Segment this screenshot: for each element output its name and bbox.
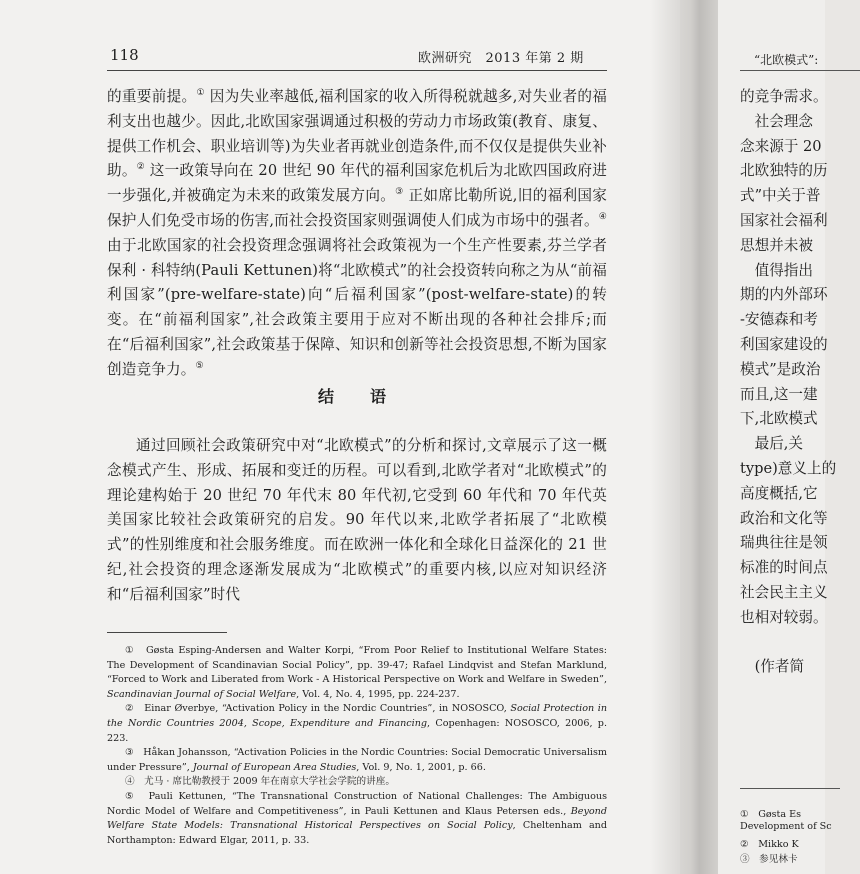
right-page-line: 的竞争需求。 bbox=[740, 88, 828, 105]
footnote-title: Social Protection in the Nordic Countries 2004, Scope, Expenditure and Financing bbox=[107, 703, 607, 729]
footnote-text: ② Einar Øverbye, “Activation Policy in the Nordic Countries”, in NOSOSCO, bbox=[125, 703, 511, 715]
right-page-line: 下,北欧模式 bbox=[740, 410, 818, 428]
right-page-line: 思想并未被 bbox=[740, 236, 813, 254]
footnote-text: , Vol. 9, No. 1, 2001, p. 66. bbox=[356, 761, 486, 773]
right-footnote-line: Development of Sc bbox=[740, 821, 832, 832]
footnote-title: Scandinavian Journal of Social Welfare bbox=[107, 688, 297, 700]
header-rule bbox=[107, 70, 607, 71]
paragraph-2: 通过回顾社会政策研究中对“北欧模式”的分析和探讨,文章展示了这一概念模式产生、形成、拓展和变迁的历程。可以看到,北欧学者对“北欧模式”的理论建构始于 20 世纪 70 年代末 80 年代初,它受到 60 年代和 70 年代英美国家比较社会政策研究的启发。90 年代以来,北欧学者拓展了“北欧模式”的性别维度和社会服务维度。而在欧洲一体化和全球化日益深化的 21 世纪,社会投资的理念逐渐发展成为“北欧模式”的重要内核,以应对知识经济和“后福利国家”时代 bbox=[107, 437, 607, 603]
right-page-line: 高度概括,它 bbox=[740, 484, 818, 502]
footnote-4 bbox=[107, 775, 607, 790]
paragraph-1 bbox=[107, 85, 607, 383]
right-page-line: -安德森和考 bbox=[740, 311, 818, 329]
footnote-title: Journal of European Area Studies bbox=[192, 761, 357, 773]
right-page-line: 模式”是政治 bbox=[740, 360, 821, 378]
footnote-marker: ② bbox=[136, 162, 145, 173]
right-header-rule bbox=[740, 70, 860, 71]
right-page bbox=[718, 0, 837, 874]
right-page-line: 最后,关 bbox=[740, 435, 804, 453]
right-footnote-line: ① Gøsta Es bbox=[740, 809, 802, 820]
right-page-line: 式”中关于普 bbox=[740, 187, 821, 205]
right-page-line: 值得指出 bbox=[740, 261, 813, 279]
right-page-line: 也相对较弱。 bbox=[740, 608, 828, 626]
running-header: 欧洲研究 2013 年第 2 期 bbox=[418, 51, 584, 66]
footnote-marker: ① bbox=[196, 88, 205, 99]
footnote-rule bbox=[107, 632, 227, 633]
text-run: 正如席比勒所说,旧的福利国家保护人们免受市场的伤害,而社会投资国家则强调使人们成为市场中的强者。 bbox=[107, 187, 608, 229]
right-page-line: 国家社会福利 bbox=[740, 212, 828, 229]
footnote-marker: ③ bbox=[395, 187, 404, 198]
footnote-3 bbox=[107, 746, 607, 775]
footnote-text: ④ 尤马 · 席比勒教授于 2009 年在南京大学社会学院的讲座。 bbox=[125, 776, 395, 788]
right-page-line: 瑞典往往是领 bbox=[740, 534, 828, 552]
footnote-2 bbox=[107, 702, 607, 746]
right-page-line: 社会民主主义 bbox=[740, 584, 828, 601]
text-run: 由于北欧国家的社会投资理念强调将社会政策视为一个生产性要素,芬兰学者保利 · 科特纳(Pauli Kettunen)将“北欧模式”的社会投资转向称之为从“前福利国家”(pre-welfare-state)向“后福利国家”(post-welfare-state)的转变。在“前福利国家”,社会政策主要用于应对不断出现的各种社会排斥;而在“后福利国家”,社会政策基于保障、知识和创新等社会投资思想,不断为国家创造竞争力。 bbox=[107, 236, 607, 378]
footnote-marker: ⑤ bbox=[195, 360, 204, 371]
right-page-line: 利国家建设的 bbox=[740, 336, 828, 353]
text-run: 的重要前提。 bbox=[107, 88, 197, 105]
section-heading: 结 语 bbox=[317, 387, 396, 406]
text-run: 因为失业率越低,福利国家的收入所得税就越多,对失业者的福利支出也越少。因此,北欧国家强调通过积极的劳动力市场政策(教育、康复、提供工作机会、职业培训等)为失业者再就业创造条件,而不仅仅是提供失业补助。 bbox=[107, 88, 608, 180]
right-footnote-rule bbox=[740, 788, 840, 789]
text-run: 这一政策导向在 20 世纪 90 年代的福利国家危机后为北欧四国政府进一步强化,并被确定为未来的政策发展方向。 bbox=[107, 162, 607, 205]
footnote-text: , Cheltenham and Northampton: Edward Elgar, 2011, p. 33. bbox=[107, 820, 608, 846]
footnote-marker: ④ bbox=[598, 212, 607, 223]
footnote-text: ⑤ Pauli Kettunen, “The Transnational Construction of National Challenges: The Ambiguous Nordic Model of Welfare and Competitiveness”, in Pauli Kettunen and Klaus Petersen eds., bbox=[107, 790, 607, 817]
right-footnote-line: ② Mikko K bbox=[740, 839, 799, 850]
right-footnote-line: ③ 参见林卡 bbox=[740, 854, 798, 865]
right-page-line: 社会理念 bbox=[740, 112, 813, 130]
right-page-line: 北欧独特的历 bbox=[740, 162, 828, 180]
right-page-line: 标准的时间点 bbox=[740, 559, 828, 577]
footnote-title: Beyond Welfare State Models: Transnational Historical Perspectives on Social Policy bbox=[107, 805, 607, 832]
footnotes bbox=[107, 644, 607, 848]
right-page-line: 期的内外部环 bbox=[740, 286, 828, 304]
right-page-line: (作者简 bbox=[740, 658, 805, 676]
right-page-line: type)意义上的 bbox=[740, 460, 837, 477]
footnote-1 bbox=[107, 644, 607, 702]
right-page-line: 而且,这一建 bbox=[740, 385, 818, 403]
right-page-line: 政治和文化等 bbox=[740, 509, 828, 527]
footnote-5 bbox=[107, 790, 607, 848]
footnote-text: ③ Håkan Johansson, “Activation Policies in the Nordic Countries: Social Democratic Universalism under Pressure”, bbox=[107, 747, 607, 773]
footnote-text: , Copenhagen: NOSOSCO, 2006, p. 223. bbox=[107, 717, 608, 744]
right-running-header: “北欧模式”: bbox=[754, 53, 819, 67]
right-page-line: 念来源于 20 bbox=[740, 137, 822, 155]
footnote-text: , Vol. 4, No. 4, 1995, pp. 224-237. bbox=[296, 688, 460, 700]
page-number: 118 bbox=[110, 46, 139, 64]
footnote-text: ① Gøsta Esping-Andersen and Walter Korpi, “From Poor Relief to Institutional Welfare States: The Development of Scandinavian Social Policy”, pp. 39-47; Rafael Lindqvist and Stefan Marklund, “Forced to Work and Liberated from Work - A Historical Perspective on Work and Welfare in Sweden”, bbox=[107, 645, 607, 686]
